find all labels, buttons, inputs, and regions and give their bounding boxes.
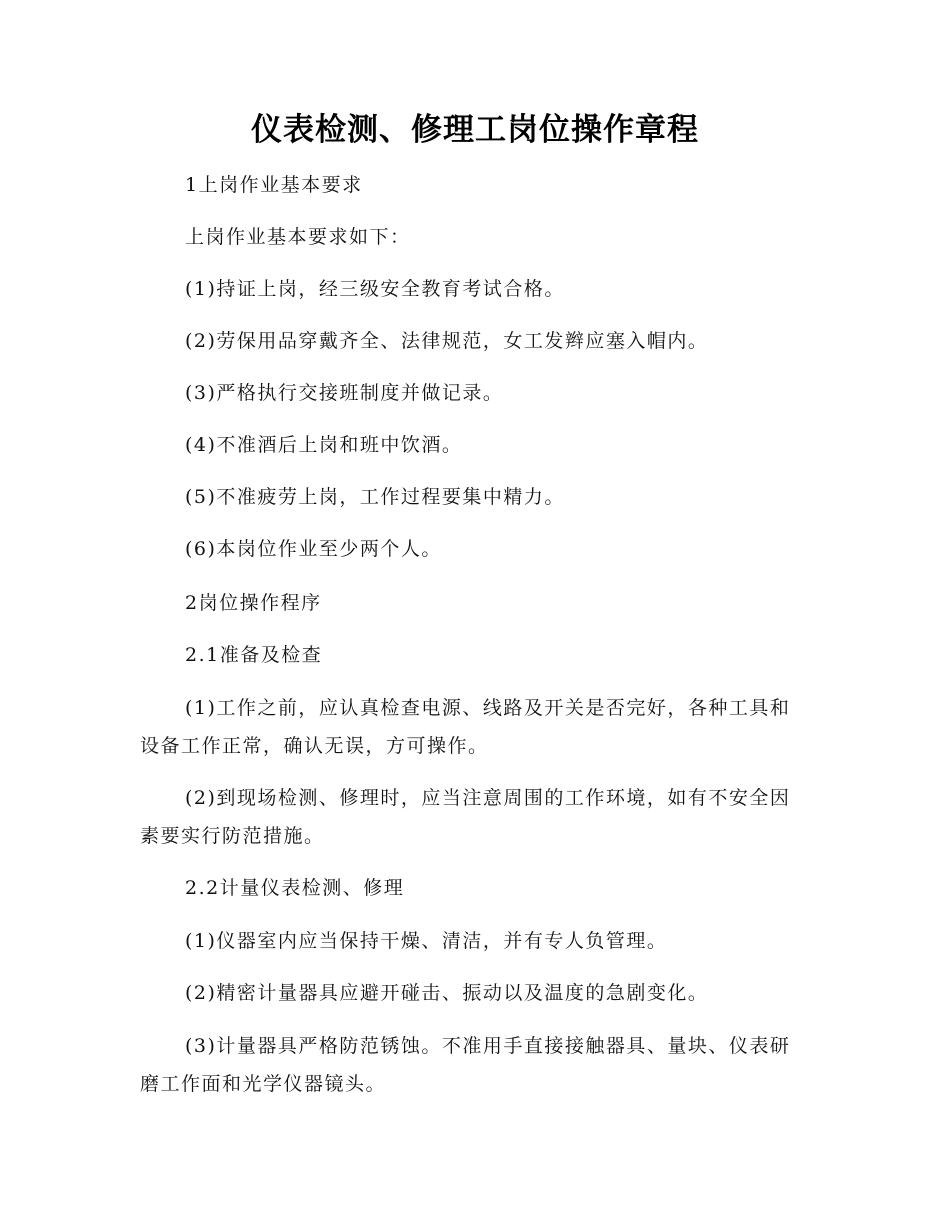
requirement-item-4: (4)不准酒后上岗和班中饮酒。 <box>185 434 463 456</box>
section-heading-1: 1上岗作业基本要求 <box>185 174 363 196</box>
procedure-item-2-1-1: (1)工作之前，应认真检查电源、线路及开关是否完好，各种工具和设备工作正常，确认无误，方可操作。 <box>140 697 791 757</box>
requirement-item-2: (2)劳保用品穿戴齐全、法律规范，女工发辫应塞入帽内。 <box>185 330 709 352</box>
subsection-heading-2-2: 2.2计量仪表检测、修理 <box>185 877 405 899</box>
requirement-item-3: (3)严格执行交接班制度并做记录。 <box>185 382 504 404</box>
requirement-item-5: (5)不准疲劳上岗，工作过程要集中精力。 <box>185 486 565 508</box>
procedure-item-2-1-2: (2)到现场检测、修理时，应当注意周围的工作环境，如有不安全因素要实行防范措施。 <box>140 787 791 847</box>
procedure-item-2-2-1: (1)仪器室内应当保持干燥、清洁，并有专人负管理。 <box>185 930 668 952</box>
section-heading-2: 2岗位操作程序 <box>185 592 322 614</box>
requirement-item-6: (6)本岗位作业至少两个人。 <box>185 538 442 560</box>
procedure-item-2-2-2: (2)精密计量器具应避开碰击、振动以及温度的急剧变化。 <box>185 982 709 1004</box>
subsection-heading-2-1: 2.1准备及检查 <box>185 644 323 666</box>
document-title: 仪表检测、修理工岗位操作章程 <box>251 112 699 148</box>
requirement-item-1: (1)持证上岗，经三级安全教育考试合格。 <box>185 278 565 300</box>
procedure-item-2-2-3: (3)计量器具严格防范锈蚀。不准用手直接接触器具、量块、仪表研磨工作面和光学仪器镜头。 <box>140 1035 791 1095</box>
paragraph-intro: 上岗作业基本要求如下： <box>185 226 411 248</box>
